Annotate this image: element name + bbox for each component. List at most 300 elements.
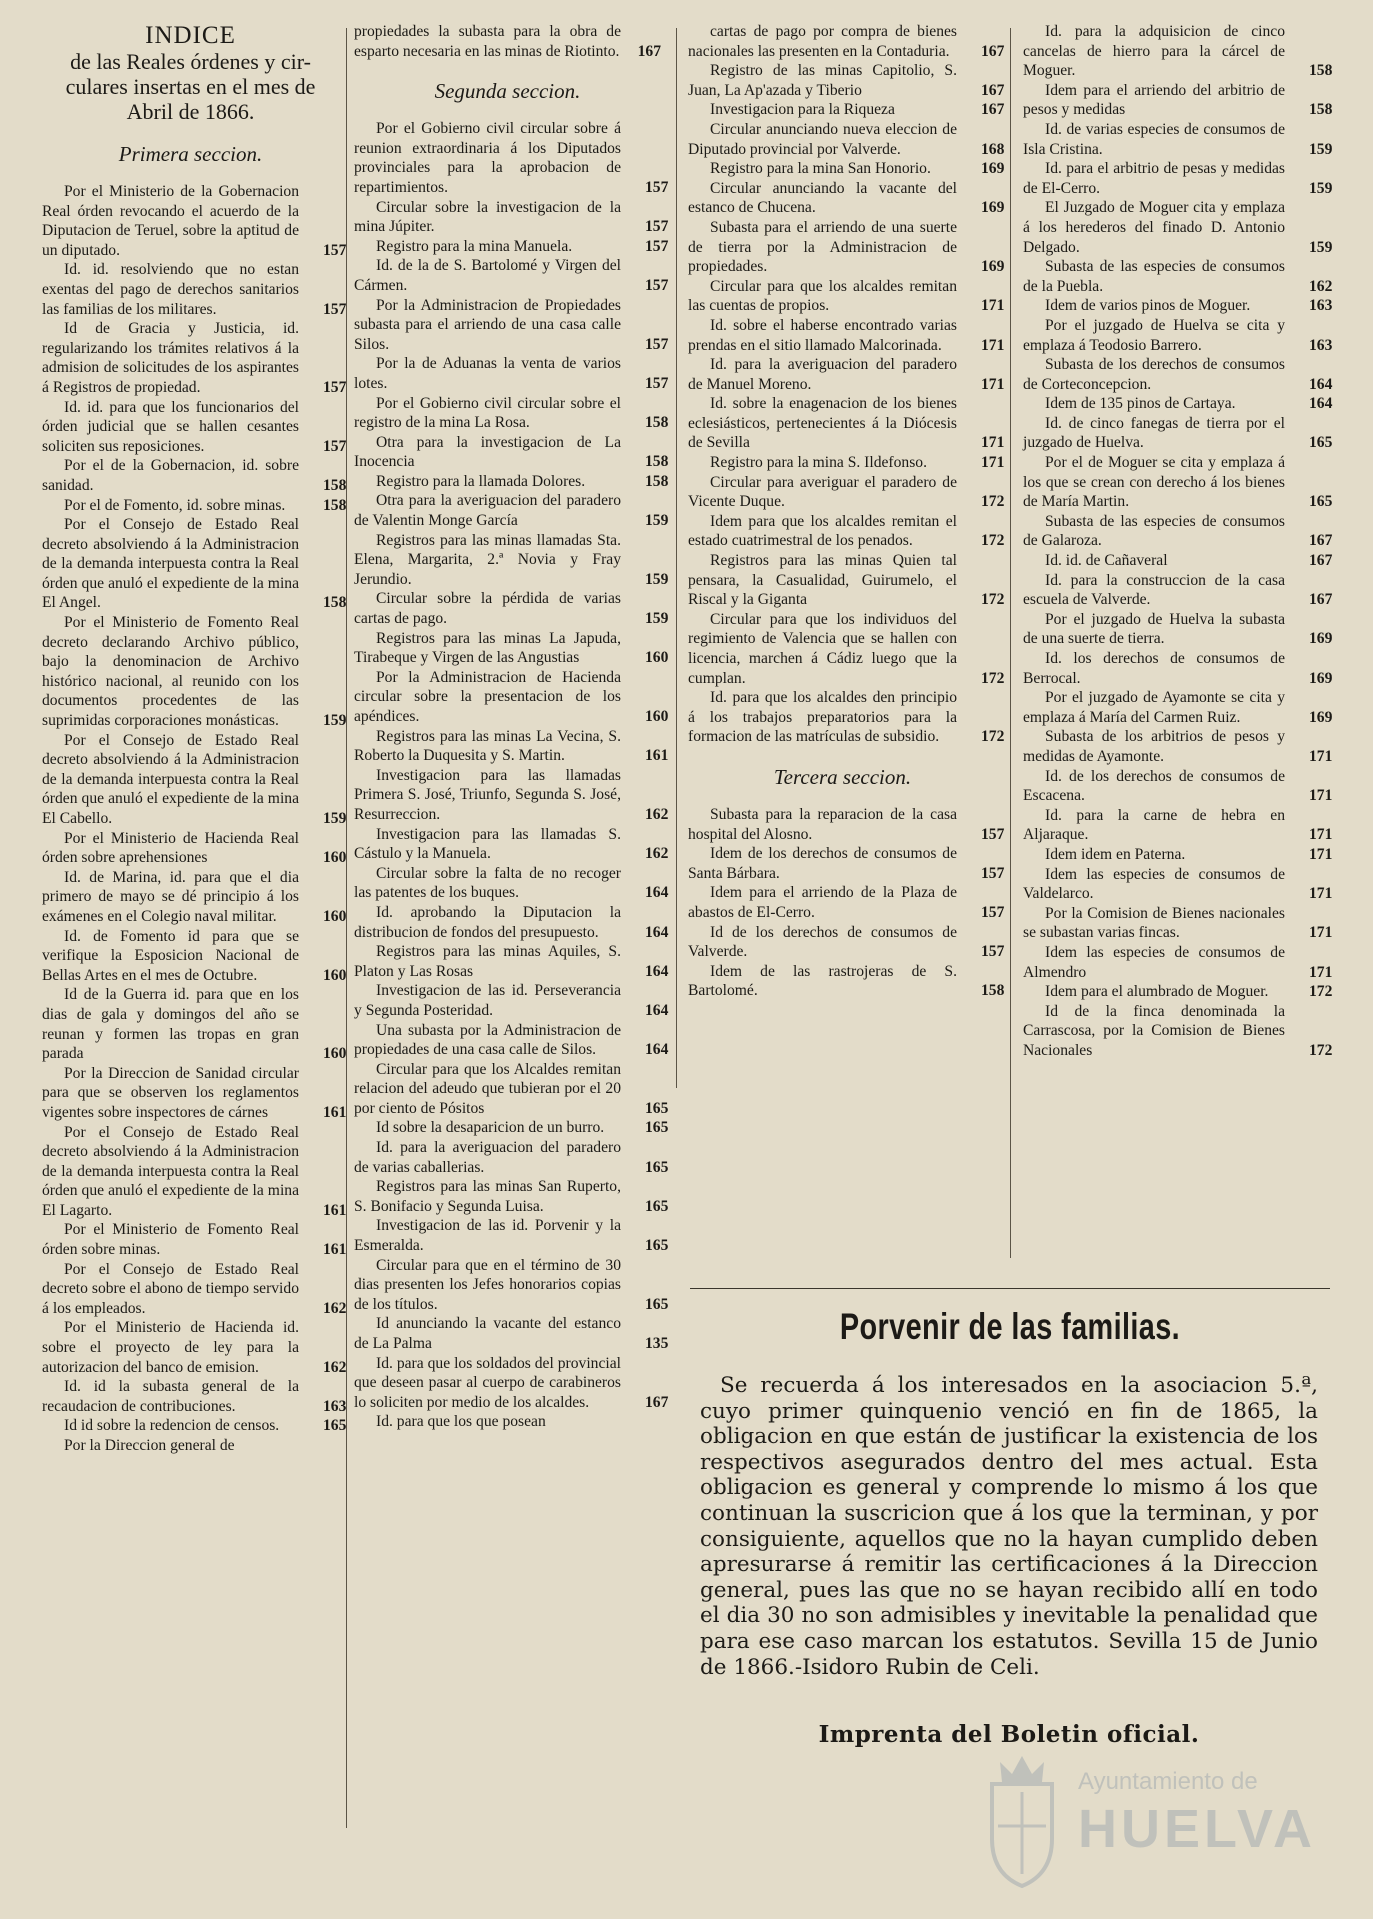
index-entry xyxy=(1023,806,1333,845)
index-entry xyxy=(42,1064,347,1123)
index-entry xyxy=(42,927,347,986)
entry-text: Por el Consejo de Estado Real decreto absolviendo á la Administracion de la demanda interpuesta contra la Real órden que anuló el expediente de la mina El Angel. xyxy=(42,516,299,612)
entry-text: Subasta de las especies de consumos de Galaroza. xyxy=(1023,512,1285,550)
entry-text: Por el Consejo de Estado Real decreto absolviendo á la Administracion de la demanda interpuesta contra la Real órden que anuló el expediente de la mina El Lagarto. xyxy=(42,1123,299,1219)
index-entry xyxy=(42,731,347,829)
index-entry xyxy=(42,985,347,1063)
entry-text: Id. de la de S. Bartolomé y Virgen del Cármen. xyxy=(354,257,621,294)
entry-page-number: 157 xyxy=(323,437,347,455)
entry-text: Idem las especies de consumos de Valdelarco. xyxy=(1023,865,1285,903)
entry-text: Por la Direccion general de xyxy=(64,1437,235,1454)
entry-page-number: 160 xyxy=(323,1045,347,1063)
entry-page-number: 161 xyxy=(645,747,669,765)
index-column-1 xyxy=(42,22,347,1456)
entry-page-number: 157 xyxy=(645,335,669,353)
index-entry xyxy=(354,903,669,942)
entry-page-number: 157 xyxy=(323,300,347,318)
entry-page-number: 169 xyxy=(1309,708,1333,726)
entry-text: Subasta de las especies de consumos de la Puebla. xyxy=(1023,258,1285,295)
index-entry xyxy=(688,218,1005,277)
index-entry xyxy=(354,766,669,825)
index-entry xyxy=(354,668,669,727)
column-rule xyxy=(346,28,347,1828)
entry-text: Una subasta por la Administracion de propiedades de una casa calle de Silos. xyxy=(354,1021,621,1059)
entry-text: Id de los derechos de consumos de Valverde. xyxy=(688,923,957,961)
index-entry xyxy=(688,394,1005,453)
entry-text: propiedades la subasta para la obra de esparto necesaria en las minas de Riotinto. xyxy=(354,23,621,60)
entry-page-number: 162 xyxy=(323,1358,347,1376)
index-entry xyxy=(1023,982,1333,1002)
entry-page-number: 171 xyxy=(981,454,1005,472)
index-entry xyxy=(1023,198,1333,257)
entry-list xyxy=(688,22,1005,747)
index-entry xyxy=(1023,1002,1333,1061)
entry-page-number: 162 xyxy=(1309,277,1333,295)
entry-page-number: 167 xyxy=(981,101,1005,119)
entry-text: Investigacion de las id. Porvenir y la Esmeralda. xyxy=(354,1217,621,1255)
entry-text: Id. id. de Cañaveral xyxy=(1045,552,1168,570)
entry-text: Registros para las minas Quien tal pensara, la Casualidad, Guirumelo, el Riscal y la Giganta xyxy=(688,552,957,609)
entry-page-number: 167 xyxy=(645,1393,669,1411)
index-column-4 xyxy=(1023,22,1333,1060)
entry-text: Registros para las minas La Vecina, S. Roberto la Duquesita y S. Martin. xyxy=(354,727,621,765)
entry-text: Circular anunciando la vacante del estanco de Chucena. xyxy=(688,179,957,217)
entry-text: Por el Consejo de Estado Real decreto absolviendo á la Administracion de la demanda interpuesta contra la Real órden que anuló el expediente de la mina El Cabello. xyxy=(42,731,299,827)
imprenta-line: Imprenta del Boletin oficial. xyxy=(818,1721,1200,1749)
index-entry xyxy=(42,456,347,495)
notice-body: Se recuerda á los interesados en la asociacion 5.ª, cuyo primer quinquenio venció en fin de 1865, la obligacion en que están de justificar la existencia de los respectivos asegurados dentro del mes actual. Esta obligacion es general y comprende lo mismo á los que continuan la suscricion que á los que la terminan, y por consiguiente, aquellos que no la hayan cumplido deben apresurarse á remitir las certificaciones á la Direccion general, pues las que no se hayan recibido allí en todo el dia 30 no son admisibles y inevitable la penalidad que para ese caso marcan los estatutos. Sevilla 15 de Junio de 1866.-Isidoro Rubin de Celi. xyxy=(700,1373,1318,1680)
index-entry xyxy=(42,260,347,319)
entry-text: Investigacion para las llamadas S. Cástulo y la Manuela. xyxy=(354,825,621,863)
index-entry xyxy=(688,962,1005,1001)
entry-text: Id. de cinco fanegas de tierra por el juzgado de Huelva. xyxy=(1023,414,1285,452)
section-heading-segunda: Segunda seccion. xyxy=(434,79,581,104)
entry-text: Id. id la subasta general de la recaudacion de contribuciones. xyxy=(42,1378,299,1415)
entry-text: Por el de Fomento, id. sobre minas. xyxy=(64,496,286,514)
entry-text: Circular sobre la pérdida de varias cartas de pago. xyxy=(354,590,621,628)
entry-text: Circular para que los individuos del regimiento de Valencia que se hallen con licencia, marchen á Cádiz luego que la cumplan. xyxy=(688,610,957,687)
entry-text: Investigacion para las llamadas Primera S. José, Triunfo, Segunda S. José, Resurreccion. xyxy=(354,766,621,823)
entry-page-number: 171 xyxy=(1309,826,1333,844)
index-entry xyxy=(1023,512,1333,551)
entry-page-number: 157 xyxy=(645,374,669,392)
entry-page-number: 165 xyxy=(645,1158,669,1176)
column-rule xyxy=(1010,28,1011,1258)
entry-text: Id. de Fomento id para que se verifique la Esposicion Nacional de Bellas Artes en el mes de Octubre. xyxy=(42,927,299,984)
entry-text: Idem de 135 pinos de Cartaya. xyxy=(1045,395,1236,413)
index-entry xyxy=(354,629,669,668)
entry-page-number: 171 xyxy=(981,375,1005,393)
entry-list xyxy=(42,182,347,1456)
index-entry xyxy=(354,119,669,197)
entry-page-number: 163 xyxy=(1309,336,1333,354)
index-entry xyxy=(354,22,661,61)
entry-text: Id. id. resolviendo que no estan exentas del pago de derechos sanitarios las familias de los militares. xyxy=(42,261,299,318)
entry-text: Id. para la adquisicion de cinco cancelas de hierro para la cárcel de Moguer. xyxy=(1023,23,1285,80)
entry-text: Idem para que los alcaldes remitan el estado cuatrimestral de los penados. xyxy=(688,512,957,550)
entry-text: Por el de Moguer se cita y emplaza á los que se crean con derecho á los bienes de María Martin. xyxy=(1023,454,1285,511)
index-entry xyxy=(688,551,1005,610)
index-entry xyxy=(688,316,1005,355)
entry-text: Otra para la investigacion de La Inocencia xyxy=(354,433,621,471)
entry-page-number: 171 xyxy=(981,434,1005,452)
entry-text: Id sobre la desaparicion de un burro. xyxy=(376,1119,605,1137)
index-subtitle-line: Abril de 1866. xyxy=(126,99,255,124)
entry-page-number: 159 xyxy=(323,810,347,827)
watermark-line1: Ayuntamiento de xyxy=(1078,1768,1258,1795)
entry-page-number: 169 xyxy=(981,199,1005,217)
entry-page-number: 165 xyxy=(645,1295,669,1313)
index-entry xyxy=(354,256,669,295)
entry-text: Id. para el arbitrio de pesas y medidas de El-Cerro. xyxy=(1023,160,1285,197)
entry-page-number: 157 xyxy=(323,241,347,259)
index-entry xyxy=(1023,688,1333,727)
index-entry xyxy=(1023,81,1333,120)
index-entry xyxy=(42,496,347,516)
index-entry xyxy=(354,1118,669,1138)
entry-text: Circular para que los alcaldes remitan las cuentas de propios. xyxy=(688,277,957,315)
entry-page-number: 157 xyxy=(981,903,1005,921)
entry-page-number: 158 xyxy=(645,472,669,490)
entry-page-number: 167 xyxy=(981,42,1005,60)
entry-page-number: 157 xyxy=(323,378,347,396)
entry-page-number: 162 xyxy=(645,805,669,823)
entry-page-number: 172 xyxy=(981,728,1005,746)
entry-text: Por la Administracion de Propiedades subasta para el arriendo de una casa calle Silos. xyxy=(354,296,621,353)
entry-page-number: 135 xyxy=(645,1335,669,1352)
entry-text: Id. sobre el haberse encontrado varias prendas en el sitio llamado Malcorinada. xyxy=(688,316,957,354)
entry-text: Idem para el arriendo de la Plaza de abastos de El-Cerro. xyxy=(688,884,957,921)
entry-text: Por el de la Gobernacion, id. sobre sanidad. xyxy=(42,457,299,494)
notice-title: Porvenir de las familias. xyxy=(839,1306,1181,1347)
index-entry xyxy=(688,355,1005,394)
index-entry xyxy=(688,923,1005,962)
entry-page-number: 164 xyxy=(645,923,669,941)
index-entry xyxy=(354,531,669,590)
entry-page-number: 160 xyxy=(645,708,669,725)
entry-page-number: 165 xyxy=(1309,493,1333,511)
index-entry xyxy=(688,120,1005,159)
index-entry xyxy=(1023,943,1333,982)
index-entry xyxy=(688,179,1005,218)
index-entry xyxy=(688,22,1005,61)
section-heading-tercera: Tercera seccion. xyxy=(773,764,912,789)
index-column-3 xyxy=(688,22,1005,1001)
entry-text: Idem las especies de consumos de Almendro xyxy=(1023,943,1285,981)
entry-page-number: 159 xyxy=(645,610,669,628)
index-entry xyxy=(354,1021,669,1060)
index-entry xyxy=(1023,649,1333,688)
watermark-line2: HUELVA xyxy=(1078,1799,1316,1859)
entry-text: Id. de varias especies de consumos de Isla Cristina. xyxy=(1023,120,1285,158)
entry-text: Subasta para el arriendo de una suerte de tierra por la Administracion de propiedades. xyxy=(688,218,957,276)
index-entry xyxy=(354,1412,661,1432)
entry-page-number: 171 xyxy=(1309,963,1333,981)
entry-page-number: 172 xyxy=(981,493,1005,511)
entry-text: Por el Ministerio de Hacienda id. sobre el proyecto de ley para la autorizacion del banco de emision. xyxy=(42,1319,299,1376)
index-title: INDICE xyxy=(145,22,236,49)
index-entry xyxy=(688,61,1005,100)
entry-text: Id id sobre la redencion de censos. xyxy=(64,1417,280,1435)
entry-text: Idem de las rastrojeras de S. Bartolomé. xyxy=(688,962,957,1000)
entry-text: Subasta para la reparacion de la casa hospital del Alosno. xyxy=(688,805,957,843)
entry-text: Registro para la mina Manuela. xyxy=(376,237,573,255)
index-entry xyxy=(1023,394,1333,414)
index-entry xyxy=(42,182,347,260)
entry-text: Registros para las minas llamadas Sta. Elena, Margarita, 2.ª Novia y Fray Jerundio. xyxy=(354,531,621,588)
entry-page-number: 164 xyxy=(645,1001,669,1019)
entry-text: Por el Ministerio de Fomento Real órden sobre minas. xyxy=(42,1221,299,1259)
entry-page-number: 163 xyxy=(1309,297,1333,315)
entry-page-number: 171 xyxy=(981,336,1005,354)
index-entry xyxy=(42,1220,347,1259)
entry-page-number: 172 xyxy=(981,532,1005,550)
entry-page-number: 164 xyxy=(645,1041,669,1059)
entry-text: Id anunciando la vacante del estanco de La Palma xyxy=(354,1315,621,1352)
entry-text: Por la Comision de Bienes nacionales se subastan varias fincas. xyxy=(1023,904,1285,942)
entry-page-number: 167 xyxy=(1309,552,1333,570)
entry-page-number: 172 xyxy=(1309,1041,1333,1059)
entry-text: Subasta de los derechos de consumos de Corteconcepcion. xyxy=(1023,356,1285,393)
index-entry xyxy=(688,512,1005,551)
entry-page-number: 164 xyxy=(645,962,669,980)
entry-page-number: 165 xyxy=(645,1099,669,1117)
entry-page-number: 158 xyxy=(1309,62,1333,80)
index-entry xyxy=(1023,355,1333,394)
index-entry xyxy=(1023,865,1333,904)
index-entry xyxy=(354,296,669,355)
entry-page-number: 169 xyxy=(1309,630,1333,648)
index-entry xyxy=(688,159,1005,179)
entry-text: Por el juzgado de Huelva la subasta de una suerte de tierra. xyxy=(1023,610,1285,648)
entry-text: Id. para la averiguacion del paradero de varias caballerias. xyxy=(354,1139,621,1176)
entry-text: Por el juzgado de Ayamonte se cita y emplaza á María del Carmen Ruiz. xyxy=(1023,689,1285,726)
index-entry xyxy=(1023,316,1333,355)
entry-text: Registro para la mina S. Ildefonso. xyxy=(710,454,927,472)
entry-text: Idem idem en Paterna. xyxy=(1045,845,1186,863)
index-entry xyxy=(354,394,669,433)
watermark xyxy=(972,1740,1332,1905)
entry-text: Circular sobre la investigacion de la mina Júpiter. xyxy=(354,198,621,236)
index-subtitle-line: de las Reales órdenes y cir- xyxy=(70,49,311,74)
entry-text: El Juzgado de Moguer cita y emplaza á los herederos del finado D. Antonio Delgado. xyxy=(1023,199,1285,256)
entry-text: Circular sobre la falta de no recoger las patentes de los buques. xyxy=(354,864,621,902)
index-entry xyxy=(42,1318,347,1377)
entry-text: Por el Ministerio de Hacienda Real órden sobre aprehensiones xyxy=(42,829,299,867)
entry-text: Id. de Marina, id. para que el dia primero de mayo se dé principio á los exámenes en el Colegio naval militar. xyxy=(42,868,299,925)
entry-text: Otra para la averiguacion del paradero de Valentin Monge García xyxy=(354,492,621,530)
index-entry xyxy=(688,805,1005,844)
entry-list xyxy=(688,805,1005,1001)
entry-text: Id. aprobando la Diputacion la distribucion de fondos del presupuesto. xyxy=(354,903,621,941)
index-entry xyxy=(354,491,669,530)
index-entry xyxy=(1023,257,1333,296)
entry-page-number: 160 xyxy=(323,907,347,925)
entry-text: Id de la Guerra id. para que en los dias de gala y domingos del año se reunan y formen las tropas en gran parada xyxy=(42,986,299,1063)
entry-text: Id. id. para que los funcionarios del órden judicial que se hallen cesantes soliciten sus reposiciones. xyxy=(42,398,299,455)
entry-page-number: 168 xyxy=(981,140,1005,158)
entry-text: Id de la finca denominada la Carrascosa, por la Comision de Bienes Nacionales xyxy=(1023,1002,1285,1059)
entry-page-number: 171 xyxy=(981,297,1005,315)
index-entry xyxy=(1023,551,1333,571)
entry-page-number: 164 xyxy=(1309,375,1333,393)
entry-text: Por la de Aduanas la venta de varios lotes. xyxy=(354,355,621,392)
entry-page-number: 164 xyxy=(1309,395,1333,413)
entry-page-number: 165 xyxy=(323,1417,347,1435)
entry-text: Circular anunciando nueva eleccion de Diputado provincial por Valverde. xyxy=(688,120,957,158)
entry-page-number: 161 xyxy=(323,1103,347,1121)
entry-page-number: 171 xyxy=(1309,885,1333,903)
entry-text: Id. para la construccion de la casa escuela de Valverde. xyxy=(1023,571,1285,609)
index-entry xyxy=(42,1377,347,1416)
index-entry xyxy=(354,589,669,628)
entry-text: Por la Direccion de Sanidad circular para que se observen los reglamentos vigentes sobre inspectores de cárnes xyxy=(42,1064,299,1121)
entry-page-number: 161 xyxy=(323,1201,347,1219)
column-rule xyxy=(676,28,677,1088)
index-entry xyxy=(688,844,1005,883)
index-entry xyxy=(688,883,1005,922)
entry-page-number: 163 xyxy=(323,1397,347,1415)
entry-text: Subasta de los arbitrios de pesos y medidas de Ayamonte. xyxy=(1023,728,1285,765)
entry-text: Id. los derechos de consumos de Berrocal. xyxy=(1023,650,1285,687)
entry-text: Idem para el alumbrado de Moguer. xyxy=(1045,983,1269,1001)
entry-text: Id. para la carne de hebra en Aljaraque. xyxy=(1023,806,1285,844)
entry-text: Registros para las minas La Japuda, Tirabeque y Virgen de las Angustias xyxy=(354,629,621,667)
index-entry xyxy=(42,515,347,613)
entry-page-number: 157 xyxy=(645,237,669,255)
index-entry xyxy=(354,433,669,472)
index-entry xyxy=(354,1060,669,1119)
index-entry xyxy=(354,198,669,237)
entry-page-number: 157 xyxy=(645,178,669,196)
entry-text: Registros para las minas San Ruperto, S. Bonifacio y Segunda Luisa. xyxy=(354,1178,621,1215)
porvenir-notice xyxy=(690,1305,1330,1748)
entry-page-number: 172 xyxy=(981,591,1005,609)
entry-page-number: 159 xyxy=(1309,179,1333,197)
entry-text: Circular para que en el término de 30 dias presenten los Jefes honorarios copias de los títulos. xyxy=(354,1256,621,1313)
index-entry xyxy=(354,1138,669,1177)
index-entry xyxy=(1023,767,1333,806)
index-entry xyxy=(1023,904,1333,943)
index-entry xyxy=(354,981,669,1020)
index-entry xyxy=(354,942,669,981)
entry-page-number: 165 xyxy=(1309,434,1333,452)
entry-page-number: 167 xyxy=(981,81,1005,99)
index-entry xyxy=(354,1256,669,1315)
entry-page-number: 169 xyxy=(981,160,1005,178)
index-entry xyxy=(688,610,1005,688)
entry-page-number: 159 xyxy=(645,512,669,530)
entry-text: Por el juzgado de Huelva se cita y emplaza á Teodosio Barrero. xyxy=(1023,316,1285,354)
index-entry xyxy=(1023,727,1333,766)
entry-page-number: 158 xyxy=(981,982,1005,1000)
entry-text: Circular para averiguar el paradero de Vicente Duque. xyxy=(688,473,957,511)
entry-page-number: 165 xyxy=(645,1237,669,1255)
index-entry xyxy=(1023,120,1333,159)
index-entry xyxy=(42,1436,339,1456)
entry-list xyxy=(1023,22,1333,1060)
entry-text: Por el Consejo de Estado Real decreto sobre el abono de tiempo servido á los empleados. xyxy=(42,1260,299,1317)
entry-page-number: 158 xyxy=(645,414,669,432)
entry-text: Registros para las minas Aquiles, S. Platon y Las Rosas xyxy=(354,943,621,980)
entry-page-number: 159 xyxy=(645,570,669,588)
entry-text: Por el Gobierno civil circular sobre á reunion extraordinaria á los Diputados provinciales para la aprobacion de repartimientos. xyxy=(354,120,621,196)
entry-text: Registro para la mina San Honorio. xyxy=(710,160,931,178)
index-entry xyxy=(354,1216,669,1255)
entry-text: Id. de los derechos de consumos de Escacena. xyxy=(1023,767,1285,805)
entry-text: Id de Gracia y Justicia, id. regularizando los trámites relativos á la admision de solicitudes de los aspirantes á Registros de propiedad. xyxy=(42,320,299,396)
index-entry xyxy=(42,398,347,457)
entry-text: Idem para el arriendo del arbitrio de pesos y medidas xyxy=(1023,81,1285,119)
index-entry xyxy=(1023,845,1333,865)
entry-page-number: 171 xyxy=(1309,845,1333,863)
index-entry xyxy=(42,613,347,731)
entry-text: Por el Gobierno civil circular sobre el registro de la mina La Rosa. xyxy=(354,394,621,432)
index-entry xyxy=(688,100,1005,120)
entry-text: Por el Ministerio de la Gobernacion Real órden revocando el acuerdo de la Diputacion de Teruel, sobre la aptitud de un diputado. xyxy=(42,183,299,259)
entry-page-number: 157 xyxy=(645,218,669,236)
entry-page-number: 159 xyxy=(1309,238,1333,256)
index-subtitle-line: culares insertas en el mes de xyxy=(65,74,316,99)
index-entry xyxy=(1023,414,1333,453)
entry-page-number: 158 xyxy=(645,453,669,471)
entry-text: Id. para que los alcaldes den principio á los trabajos preparatorios para la formacion de las matrículas de subsidio. xyxy=(688,689,957,746)
index-entry xyxy=(688,277,1005,316)
entry-page-number: 159 xyxy=(1309,140,1333,158)
entry-page-number: 171 xyxy=(1309,787,1333,805)
index-entry xyxy=(42,868,347,927)
entry-page-number: 160 xyxy=(323,966,347,984)
index-entry xyxy=(1023,610,1333,649)
entry-text: Registro de las minas Capitolio, S. Juan, La Ap'azada y Tiberio xyxy=(688,62,957,99)
index-entry xyxy=(354,354,669,393)
index-entry xyxy=(354,1314,669,1353)
entry-text: Id. sobre la enagenacion de los bienes eclesiásticos, pertenecientes á la Diócesis de Sevilla xyxy=(688,395,957,452)
entry-text: Investigacion para la Riqueza xyxy=(710,101,895,119)
index-entry xyxy=(354,1354,669,1413)
index-entry xyxy=(688,473,1005,512)
entry-page-number: 157 xyxy=(981,943,1005,961)
index-entry xyxy=(42,1416,347,1436)
entry-text: Idem de varios pinos de Moguer. xyxy=(1045,297,1251,315)
entry-text: Por la Administracion de Hacienda circular sobre la presentacion de los apéndices. xyxy=(354,668,621,725)
entry-text: Id. para la averiguacion del paradero de Manuel Moreno. xyxy=(688,356,957,393)
index-entry xyxy=(1023,453,1333,512)
index-entry xyxy=(688,688,1005,747)
entry-page-number: 158 xyxy=(323,594,347,612)
entry-page-number: 158 xyxy=(323,496,347,514)
entry-page-number: 159 xyxy=(323,712,347,730)
section-rule xyxy=(690,1288,1330,1289)
entry-text: Idem de los derechos de consumos de Santa Bárbara. xyxy=(688,845,957,882)
entry-page-number: 164 xyxy=(645,884,669,902)
index-entry xyxy=(1023,22,1333,81)
entry-page-number: 162 xyxy=(645,845,669,863)
index-entry xyxy=(1023,159,1333,198)
entry-text: Registro para la llamada Dolores. xyxy=(376,472,586,490)
crest-icon xyxy=(972,1744,1072,1894)
entry-text: Id. para que los que posean xyxy=(376,1413,546,1431)
entry-page-number: 171 xyxy=(1309,924,1333,942)
entry-text: cartas de pago por compra de bienes nacionales las presenten en la Contaduria. xyxy=(688,23,957,60)
index-entry xyxy=(42,319,347,397)
entry-page-number: 158 xyxy=(1309,101,1333,119)
index-entry xyxy=(42,1260,347,1319)
entry-page-number: 157 xyxy=(981,825,1005,843)
index-entry xyxy=(1023,571,1333,610)
index-entry xyxy=(354,825,669,864)
entry-page-number: 169 xyxy=(1309,669,1333,687)
